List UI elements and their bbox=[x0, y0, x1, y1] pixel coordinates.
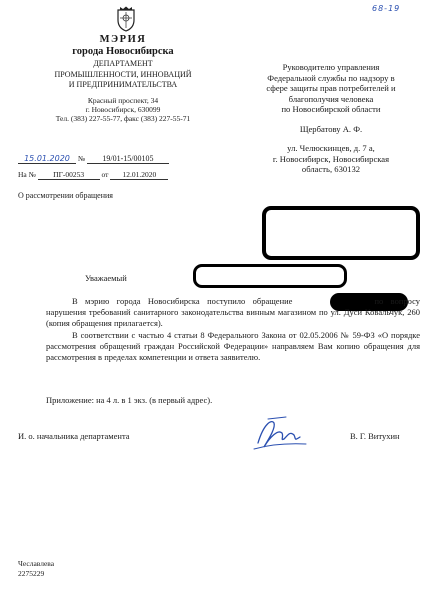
paragraph: В соответствии с частью 4 статьи 8 Федерального Закона от 02.05.2006 № 59-ФЗ «О порядке рассмотрения обращений граждан Российской Федерации» направляем Вам копию обращения для рассмотрения в пределах компетенции и ответа заявителю. bbox=[46, 330, 420, 362]
paragraph-text: В мэрию города Новосибирска поступило обращение bbox=[72, 296, 293, 306]
recipient-name: Щербатову А. Ф. bbox=[299, 123, 363, 134]
redaction-box bbox=[193, 264, 347, 288]
sender-block bbox=[18, 34, 228, 123]
recipient-position: Федеральной службы по надзору в bbox=[267, 72, 395, 83]
executor-name: Чеславлева bbox=[18, 559, 55, 568]
reg-number-label: № bbox=[77, 154, 86, 163]
redaction-box bbox=[262, 206, 420, 260]
city-emblem-icon bbox=[115, 6, 137, 32]
appendix-line: Приложение: на 4 л. в 1 экз. (в первый адрес). bbox=[46, 395, 213, 405]
address-line: г. Новосибирск, 630099 bbox=[85, 104, 161, 114]
recipient-block bbox=[246, 62, 416, 175]
dept-line: ПРОМЫШЛЕННОСТИ, ИННОВАЦИЙ bbox=[54, 69, 192, 79]
ref-line bbox=[18, 170, 168, 180]
reg-line bbox=[18, 154, 169, 164]
corner-note: 68-19 bbox=[372, 4, 401, 13]
recipient-address: ул. Челюскинцев, д. 7 а, bbox=[287, 143, 375, 153]
recipient-position: сфере защиты прав потребителей и bbox=[266, 83, 396, 93]
ref-prefix: На № bbox=[18, 170, 36, 179]
dept-line: ДЕПАРТАМЕНТ bbox=[93, 59, 153, 68]
recipient-position: по Новосибирской области bbox=[281, 104, 381, 114]
address-line: Красный проспект, 34 bbox=[87, 95, 159, 105]
org-city: города Новосибирска bbox=[72, 46, 174, 57]
recipient-address: область, 630132 bbox=[301, 164, 361, 174]
signer-name: В. Г. Витухин bbox=[350, 431, 400, 441]
org-name: МЭРИЯ bbox=[99, 34, 147, 45]
ref-number: ПГ-00253 bbox=[38, 170, 100, 180]
dept-line: И ПРЕДПРИНИМАТЕЛЬСТВА bbox=[68, 80, 178, 89]
ref-date: 12.01.2020 bbox=[110, 170, 168, 180]
reg-number: 19/01-15/00105 bbox=[87, 154, 169, 164]
executor-block bbox=[18, 559, 54, 578]
letter-body bbox=[46, 296, 420, 363]
greeting: Уважаемый bbox=[85, 273, 127, 283]
signer-title: И. о. начальника департамента bbox=[18, 431, 130, 441]
paragraph bbox=[46, 296, 420, 329]
recipient-position: благополучия человека bbox=[288, 93, 374, 104]
subject-line: О рассмотрении обращения bbox=[18, 191, 113, 200]
recipient-position: Руководителю управления bbox=[282, 62, 380, 72]
phone-line: Тел. (383) 227-55-77, факс (383) 227-55-71 bbox=[55, 113, 191, 123]
paragraph-text: по вопросу нарушения требований санитарного законодательства винным магазином по ул. Дуси Ковальчук, 260 (копия обращения прилагается). bbox=[46, 296, 420, 328]
ref-mid: от bbox=[101, 170, 109, 179]
reg-date: 15.01.2020 bbox=[18, 154, 76, 164]
recipient-address: г. Новосибирск, Новосибирская bbox=[272, 153, 390, 164]
executor-phone: 2275229 bbox=[18, 568, 45, 578]
handwritten-signature bbox=[250, 413, 312, 453]
